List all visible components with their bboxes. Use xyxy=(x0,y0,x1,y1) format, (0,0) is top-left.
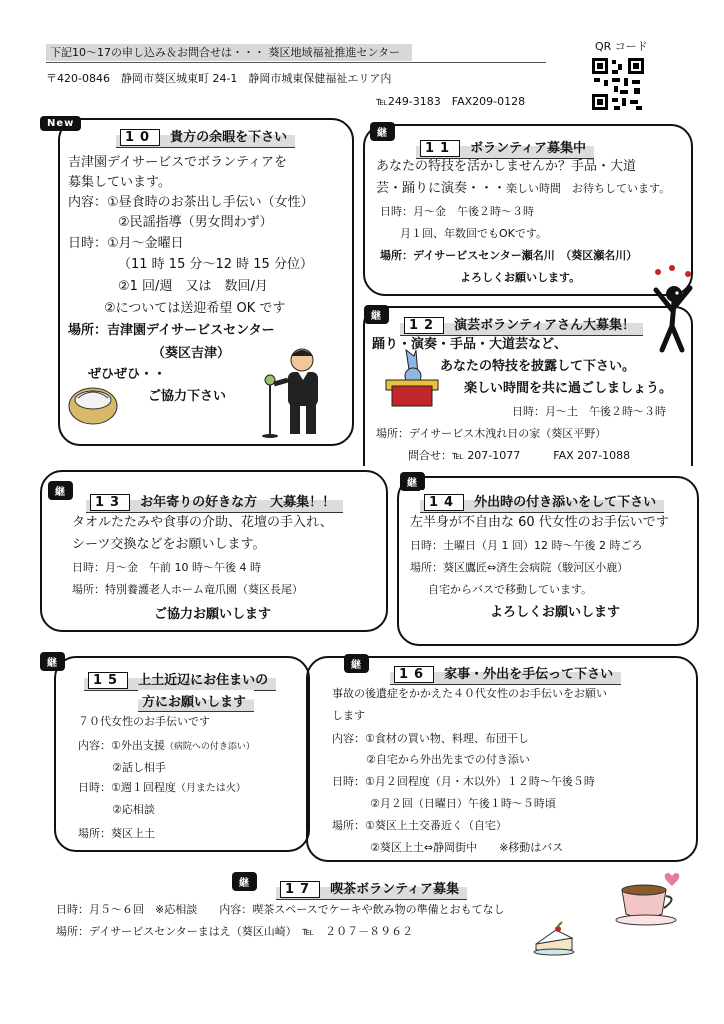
item-13-line: シーツ交換などをお願いします。 xyxy=(72,537,266,552)
item-15-continuing-tag: 継 xyxy=(40,652,65,671)
item-15-line: 場所：葵区上土 xyxy=(78,827,155,840)
item-12-line: 踊り・演奏・手品・大道芸など、 xyxy=(372,337,568,352)
item-10-new-tag: New xyxy=(40,116,81,131)
item-14-title-text: 外出時の付き添いをして下さい xyxy=(474,495,657,510)
item-15-line: ②話し相手 xyxy=(112,761,166,774)
item-17-continuing-tag: 継 xyxy=(232,872,257,891)
item-17-number: 17 xyxy=(280,881,320,898)
coffee-cup-illustration-icon xyxy=(614,868,690,928)
item-10-line: （11 時 15 分～12 時 15 分位） xyxy=(118,257,313,272)
item-16-line: 場所：①葵区上土交番近く（自宅） xyxy=(332,819,507,832)
item-10-title xyxy=(116,125,295,148)
item-10-line: 場所：吉津園デイサービスセンター xyxy=(68,323,275,338)
item-15-line-part: 内容：①外出支援 xyxy=(78,739,165,752)
item-11-title xyxy=(416,136,594,159)
item-13-line: 日時：月～金 午前 10 時～午後 4 時 xyxy=(72,561,261,574)
item-17-line-part: 日時：月５～６回 ※応相談 xyxy=(56,903,198,916)
singer-illustration-icon xyxy=(258,346,338,438)
item-16-number: 16 xyxy=(394,666,434,683)
cake-illustration-icon xyxy=(532,916,576,956)
header-address: 〒420-0846 静岡市葵区城東町 24-1 静岡市城東保健福祉エリア内 xyxy=(46,72,392,85)
item-13-line: ご協力お願いします xyxy=(154,607,272,622)
item-17-line xyxy=(56,904,505,915)
item-11-line: 月１回、年数回でもOKです。 xyxy=(400,227,547,240)
header-rule xyxy=(46,62,546,63)
item-10-line: 日時：①月～金曜日 xyxy=(68,236,184,251)
item-14-line: 左半身が不自由な 60 代女性のお手伝いです xyxy=(410,515,669,530)
item-10-line: 吉津園デイサービスでボランティアを xyxy=(68,155,288,170)
item-12-line-part: FAX 207-1088 xyxy=(553,449,631,462)
item-13-title-text: お年寄りの好きな方 大募集！！ xyxy=(140,495,336,510)
item-10-line: ぜひぜひ・・ xyxy=(88,367,167,382)
item-16-line-part: ※移動はバス xyxy=(499,841,564,854)
item-10-line: ②1 回/週 又は 数回/月 xyxy=(118,279,268,294)
item-16-line xyxy=(370,842,563,853)
item-17-line-part: 内容：喫茶スペースでケーキや飲み物の準備とおもてなし xyxy=(219,903,505,916)
item-12-title xyxy=(400,313,643,336)
item-11-line-part: 芸・踊りに演奏・・・ xyxy=(376,181,507,196)
item-11-title-text: ボランティア募集中 xyxy=(470,141,587,156)
item-11-line xyxy=(376,182,670,195)
item-16-line-part: ②葵区上土⇔静岡街中 xyxy=(370,841,478,854)
bowl-illustration-icon xyxy=(66,378,120,428)
item-15-line-part: 日時：①週１回程度 xyxy=(78,781,176,794)
item-11-line-part: 場所：デイサービスセンター瀬名川 xyxy=(380,249,555,262)
item-15-line-part: （病院への付き添い） xyxy=(164,742,255,752)
item-13-number: 13 xyxy=(90,494,130,511)
item-10-line: ご協力下さい xyxy=(148,389,227,404)
item-10-number: 10 xyxy=(120,129,160,146)
item-16-continuing-tag: 継 xyxy=(344,654,369,673)
item-12-line: あなたの特技を披露して下さい。 xyxy=(440,359,636,374)
item-11-line-part: （葵区瀬名川） xyxy=(565,249,638,262)
item-12-line: 楽しい時間を共に過ごしましょう。 xyxy=(464,381,673,396)
item-17-line-part: ℡ ２０７－８９６２ xyxy=(302,925,414,938)
item-16-line: 日時：①月２回程度（月・木以外）１２時～午後５時 xyxy=(332,775,595,788)
item-16-line: ②自宅から外出先までの付き添い xyxy=(366,753,530,766)
item-11-line: よろしくお願いします。 xyxy=(460,271,581,284)
item-10-line: ②については送迎希望 OK です xyxy=(104,301,286,316)
item-14-number: 14 xyxy=(424,494,464,511)
item-14-title xyxy=(420,490,664,513)
item-15-line xyxy=(78,782,246,794)
item-10-line: ②民謡指導（男女問わず） xyxy=(118,215,273,230)
item-15-line xyxy=(78,740,255,752)
item-14-line: 場所：葵区鷹匠⇔済生会病院（駿河区小鹿） xyxy=(410,561,629,574)
item-16-line: します xyxy=(332,709,365,722)
item-15-title-2: 方にお願いします xyxy=(138,690,254,712)
item-12-continuing-tag: 継 xyxy=(364,305,389,324)
item-17-line-part: 場所：デイサービスセンターまはえ（葵区山崎） xyxy=(56,925,292,938)
item-10-line: 募集しています。 xyxy=(68,175,171,190)
item-14-continuing-tag: 継 xyxy=(400,472,425,491)
header-contact-line xyxy=(46,44,412,60)
item-15-title xyxy=(84,668,276,691)
item-10-line: （葵区吉津） xyxy=(152,346,231,361)
qr-code-image[interactable] xyxy=(590,56,646,112)
item-13-line: タオルたたみや食事の介助、花壇の手入れ、 xyxy=(72,515,333,530)
header-phone-fax: ℡249-3183 FAX209-0128 xyxy=(376,95,526,108)
item-17-title xyxy=(276,877,467,900)
item-12-line xyxy=(408,450,630,461)
item-16-line: 内容：①食材の買い物、料理、布団干し xyxy=(332,732,529,745)
item-11-continuing-tag: 継 xyxy=(370,122,395,141)
item-16-line: 事故の後遺症をかかえた４０代女性のお手伝いをお願い xyxy=(332,687,607,700)
item-14-line: よろしくお願いします xyxy=(490,605,621,620)
item-13-continuing-tag: 継 xyxy=(48,481,73,500)
item-11-line: 日時：月～金 午後２時～３時 xyxy=(380,205,534,218)
item-17-title-text: 喫茶ボランティア募集 xyxy=(330,882,460,897)
item-16-title-text: 家事・外出を手伝って下さい xyxy=(444,667,614,682)
item-16-title xyxy=(390,662,621,685)
item-13-line: 場所：特別養護老人ホーム竜爪園（葵区長尾） xyxy=(72,583,303,596)
item-11-line: あなたの特技を活かしませんか？手品・大道 xyxy=(376,159,637,174)
item-11-line xyxy=(380,250,637,261)
item-11-number: 11 xyxy=(420,140,460,157)
qr-code-label: QR コード xyxy=(595,40,648,53)
item-10-title-text: 貴方の余暇を下さい xyxy=(170,130,288,145)
item-11-line-part: 楽しい時間 お待ちしています。 xyxy=(506,182,671,195)
item-12-line: 日時：月～土 午後２時～３時 xyxy=(512,405,666,418)
item-15-line: ７０代女性のお手伝いです xyxy=(78,715,210,728)
item-15-line-part: （月または火） xyxy=(175,783,246,794)
item-12-number: 12 xyxy=(404,317,444,334)
item-12-title-text: 演芸ボランティアさん大募集！ xyxy=(454,318,636,333)
item-13-title xyxy=(86,490,343,513)
magic-hat-rabbit-illustration-icon xyxy=(380,346,444,410)
item-15-number: 15 xyxy=(88,672,128,689)
item-12-line-part: 問合せ：℡ 207-1077 xyxy=(408,449,521,462)
header-contact-text: 下記10～17の申し込み＆お問合せは・・・ 葵区地域福祉推進センター xyxy=(46,44,412,61)
item-14-line: 自宅からバスで移動しています。 xyxy=(428,583,593,596)
item-10-line: 内容：①昼食時のお茶出し手伝い（女性） xyxy=(68,195,314,210)
item-16-line: ②月２回（日曜日）午後１時～５時頃 xyxy=(370,797,556,810)
item-12-line: 場所：デイサービス木洩れ日の家（葵区平野） xyxy=(376,427,607,440)
item-17-line xyxy=(56,926,413,937)
item-15-line: ②応相談 xyxy=(112,803,155,816)
item-14-line: 日時：土曜日（月 1 回）12 時～午後 2 時ごろ xyxy=(410,539,643,552)
item-15-title-text: 上土近辺にお住まいの xyxy=(138,673,269,688)
